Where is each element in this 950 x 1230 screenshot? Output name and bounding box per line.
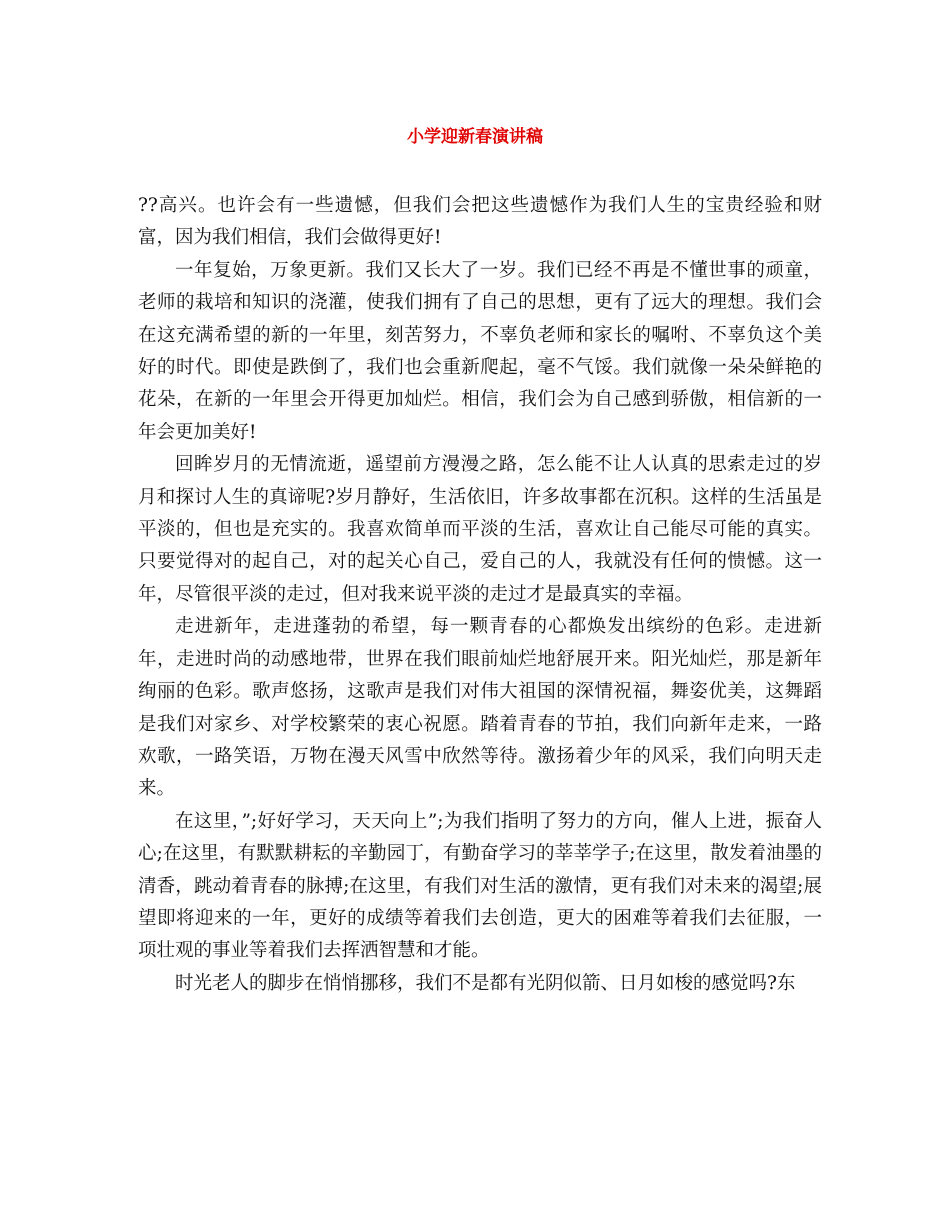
paragraph: 时光老人的脚步在悄悄挪移，我们不是都有光阴似箭、日月如梭的感觉吗?东 — [175, 972, 796, 994]
document-body — [138, 190, 822, 1000]
paragraph-continuation: ??高兴。也许会有一些遗憾，但我们会把这些遗憾作为我们人生的宝贵经验和财富，因为我们相信，我们会做得更好! — [138, 195, 822, 249]
paragraph: 一年复始，万象更新。我们又长大了一岁。我们已经不再是不懂世事的顽童，老师的栽培和知识的浇灌，使我们拥有了自己的思想，更有了远大的理想。我们会在这充满希望的新的一年里，刻苦努力，不辜负老师和家长的嘱咐、不辜负这个美好的时代。即使是跌倒了，我们也会重新爬起，毫不气馁。我们就像一朵朵鲜艳的花朵，在新的一年里会开得更加灿烂。相信，我们会为自己感到骄傲，相信新的一年会更加美好! — [138, 259, 822, 443]
paragraph: 在这里，”;好好学习，天天向上”;为我们指明了努力的方向，催人上进，振奋人心;在这里，有默默耕耘的辛勤园丁，有勤奋学习的莘莘学子;在这里，散发着油墨的清香，跳动着青春的脉搏;在这里，有我们对生活的激情，更有我们对未来的渴望;展望即将迎来的一年，更好的成绩等着我们去创造，更大的困难等着我们去征服，一项壮观的事业等着我们去挥洒智慧和才能。 — [138, 810, 822, 962]
paragraph: 回眸岁月的无情流逝，遥望前方漫漫之路，怎么能不让人认真的思索走过的岁月和探讨人生的真谛呢?岁月静好，生活依旧，许多故事都在沉积。这样的生活虽是平淡的，但也是充实的。我喜欢简单而平淡的生活，喜欢让自己能尽可能的真实。只要觉得对的起自己，对的起关心自己，爱自己的人，我就没有任何的愦憾。这一年，尽管很平淡的走过，但对我来说平淡的走过才是最真实的幸福。 — [138, 454, 822, 605]
document-title: 小学迎新春演讲稿 — [407, 127, 543, 147]
paragraph: 走进新年，走进蓬勃的希望，每一颗青春的心都焕发出缤纷的色彩。走进新年，走进时尚的动感地带，世界在我们眼前灿烂地舒展开来。阳光灿烂，那是新年绚丽的色彩。歌声悠扬，这歌声是我们对伟大祖国的深情祝福，舞姿优美，这舞蹈是我们对家乡、对学校繁荣的衷心祝愿。踏着青春的节拍，我们向新年走来，一路欢歌，一路笑语，万物在漫天风雪中欣然等待。激扬着少年的风采，我们向明天走来。 — [138, 616, 822, 800]
